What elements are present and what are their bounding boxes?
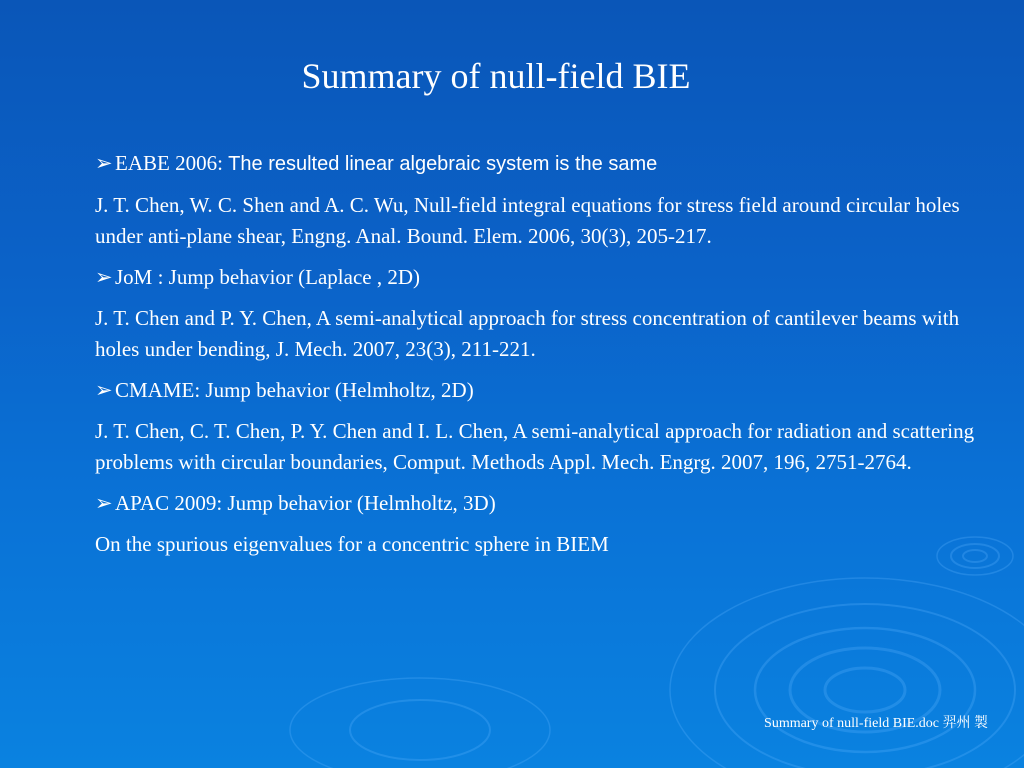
bullet-heading-2 <box>95 262 985 293</box>
slide-content <box>95 148 985 570</box>
arrow-bullet-icon: ➢ <box>95 378 113 402</box>
bullet-heading-1-rest: The resulted linear algebraic system is the same <box>228 153 658 175</box>
bullet-heading-3 <box>95 375 985 406</box>
bullet-heading-4-text: APAC 2009: Jump behavior (Helmholtz, 3D) <box>115 491 496 515</box>
reference-1: J. T. Chen, W. C. Shen and A. C. Wu, Null-field integral equations for stress field around circular holes under anti-plane shear, Engng. Anal. Bound. Elem. 2006, 30(3), 205-217. <box>95 193 960 248</box>
reference-4: On the spurious eigenvalues for a concentric sphere in BIEM <box>95 532 609 556</box>
footer-caption: Summary of null-field BIE.doc 羿州 製 <box>764 716 988 731</box>
bullet-heading-4 <box>95 488 985 519</box>
bullet-heading-1 <box>95 148 985 180</box>
bullet-heading-2-text: JoM : Jump behavior (Laplace , 2D) <box>115 265 421 289</box>
slide-title: Summary of null-field BIE <box>301 56 691 96</box>
arrow-bullet-icon: ➢ <box>95 151 113 175</box>
bullet-heading-3-text: CMAME: Jump behavior (Helmholtz, 2D) <box>115 378 474 402</box>
bullet-heading-1-prefix: EABE 2006: <box>115 151 229 175</box>
reference-3: J. T. Chen, C. T. Chen, P. Y. Chen and I. L. Chen, A semi-analytical approach for radiation and scattering problems with circular boundaries, Comput. Methods Appl. Mech. Engrg. 2007, 196, 2751-2764. <box>95 419 975 474</box>
arrow-bullet-icon: ➢ <box>95 265 113 289</box>
reference-2: J. T. Chen and P. Y. Chen, A semi-analytical approach for stress concentration of cantilever beams with holes under bending, J. Mech. 2007, 23(3), 211-221. <box>95 306 960 361</box>
arrow-bullet-icon: ➢ <box>95 491 113 515</box>
